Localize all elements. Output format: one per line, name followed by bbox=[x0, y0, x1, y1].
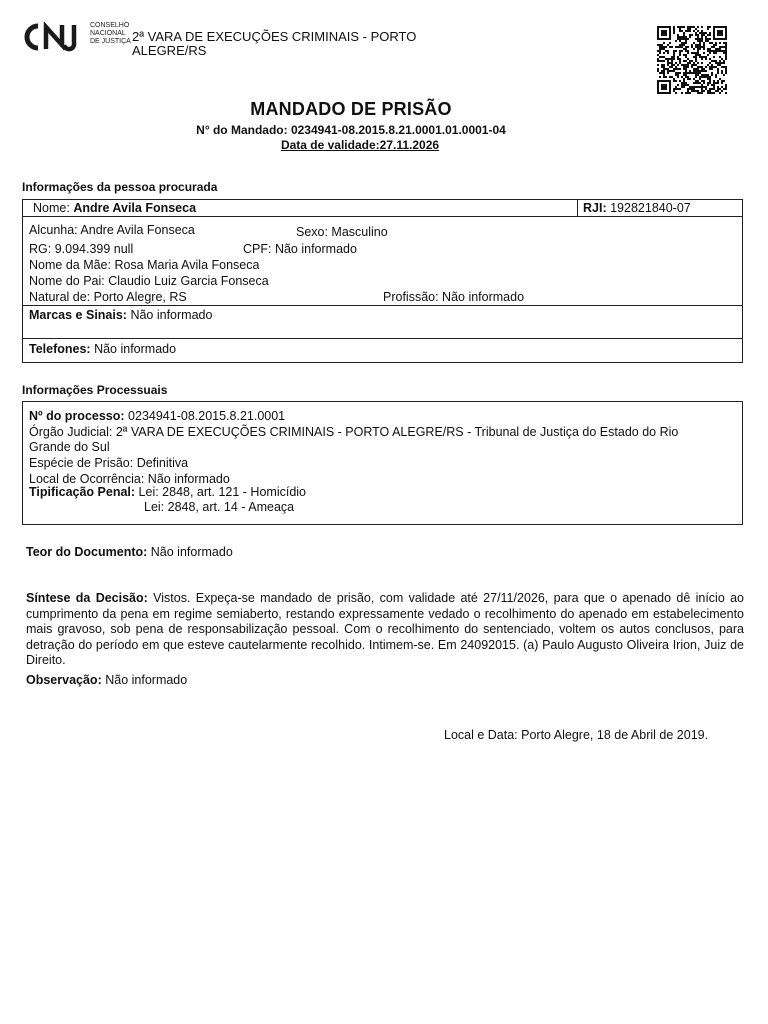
birthplace-field: Natural de: Porto Alegre, RS bbox=[29, 290, 187, 304]
marks-label: Marcas e Sinais: bbox=[29, 308, 127, 322]
content-field bbox=[26, 545, 233, 559]
court-name bbox=[132, 30, 432, 58]
marks-value: Não informado bbox=[130, 308, 213, 322]
validity-date bbox=[0, 138, 720, 152]
content-value: Não informado bbox=[150, 545, 233, 559]
logo-text-line: DE JUSTIÇA bbox=[90, 38, 131, 45]
logo-text bbox=[90, 22, 131, 46]
name-label: Nome: bbox=[33, 201, 70, 215]
sex-field: Sexo: Masculino bbox=[296, 225, 388, 239]
logo-text-line: NACIONAL bbox=[90, 30, 126, 37]
mother-field: Nome da Mãe: Rosa Maria Avila Fonseca bbox=[29, 258, 260, 272]
phones-field bbox=[29, 342, 176, 356]
decision-synthesis bbox=[26, 591, 744, 669]
court-name-line1: 2ª VARA DE EXECUÇÕES CRIMINAIS - PORTO bbox=[132, 29, 417, 44]
process-section-title: Informações Processuais bbox=[22, 383, 168, 397]
court-name-line2: ALEGRE/RS bbox=[132, 43, 207, 58]
divider bbox=[23, 305, 742, 306]
observation-value: Não informado bbox=[105, 673, 188, 687]
prison-type-field: Espécie de Prisão: Definitiva bbox=[29, 456, 189, 470]
synthesis-label: Síntese da Decisão: bbox=[26, 591, 148, 605]
father-field: Nome do Pai: Claudio Luiz Garcia Fonseca bbox=[29, 274, 269, 288]
phones-label: Telefones: bbox=[29, 342, 91, 356]
logo-letters: CNJ bbox=[24, 22, 26, 23]
place-date: Local e Data: Porto Alegre, 18 de Abril de 2019. bbox=[444, 728, 709, 742]
process-box bbox=[22, 401, 743, 525]
document-title: MANDADO DE PRISÃO bbox=[250, 99, 452, 119]
typification-item: Lei: 2848, art. 121 - Homicídio bbox=[138, 485, 306, 499]
rji-field bbox=[583, 201, 691, 215]
synthesis-value: Vistos. Expeça-se mandado de prisão, com validade até 27/11/2026, para que o apenado dê início ao cumprimento da pena em regime semiaberto, restando expressamente vedado o recolhimento do apenado em estabelecimento mais gravoso, sob pena de responsabilização pessoal. Com o recolhimento do sentenciado, voltem os autos conclusos, para detração do período em que esteve cautelarmente recolhido. Intimem-se. Em 24092015. (a) Paulo Augusto Oliveira Irion, Juiz de Direito. bbox=[26, 591, 744, 667]
occurrence-field: Local de Ocorrência: Não informado bbox=[29, 472, 230, 486]
observation-label: Observação: bbox=[26, 673, 102, 687]
person-section-title: Informações da pessoa procurada bbox=[22, 180, 218, 194]
logo-text-line: CONSELHO bbox=[90, 22, 130, 29]
phones-value: Não informado bbox=[94, 342, 177, 356]
organ-field-line1: Órgão Judicial: 2ª VARA DE EXECUÇÕES CRIMINAIS - PORTO ALEGRE/RS - Tribunal de Justiça do Estado do Rio bbox=[29, 425, 679, 439]
divider bbox=[23, 338, 742, 339]
typification-item: Lei: 2848, art. 14 - Ameaça bbox=[144, 500, 295, 514]
profession-field: Profissão: Não informado bbox=[383, 290, 525, 304]
typification-field bbox=[29, 485, 306, 499]
alias-field: Alcunha: Andre Avila Fonseca bbox=[29, 223, 195, 237]
process-number-field bbox=[29, 409, 285, 423]
marks-field bbox=[29, 308, 212, 322]
rg-field: RG: 9.094.399 null bbox=[29, 242, 134, 256]
rji-label: RJI: bbox=[583, 201, 607, 215]
typification-label: Tipificação Penal: bbox=[29, 485, 136, 499]
cpf-field: CPF: Não informado bbox=[243, 242, 357, 256]
name-value: Andre Avila Fonseca bbox=[73, 201, 197, 215]
cnj-logo bbox=[24, 22, 86, 52]
organ-field-line2: Grande do Sul bbox=[29, 440, 110, 454]
name-field bbox=[33, 201, 196, 215]
divider bbox=[577, 200, 578, 216]
rji-value: 192821840-07 bbox=[610, 201, 691, 215]
validity-text: Data de validade:27.11.2026 bbox=[280, 138, 440, 152]
content-label: Teor do Documento: bbox=[26, 545, 148, 559]
qr-code bbox=[657, 26, 727, 94]
warrant-number: N° do Mandado: 0234941-08.2015.8.21.0001.01.0001-04 bbox=[196, 123, 506, 137]
divider bbox=[23, 216, 742, 217]
process-number-value: 0234941-08.2015.8.21.0001 bbox=[128, 409, 286, 423]
person-box bbox=[22, 199, 743, 363]
observation-field bbox=[26, 673, 187, 687]
process-number-label: Nº do processo: bbox=[29, 409, 125, 423]
